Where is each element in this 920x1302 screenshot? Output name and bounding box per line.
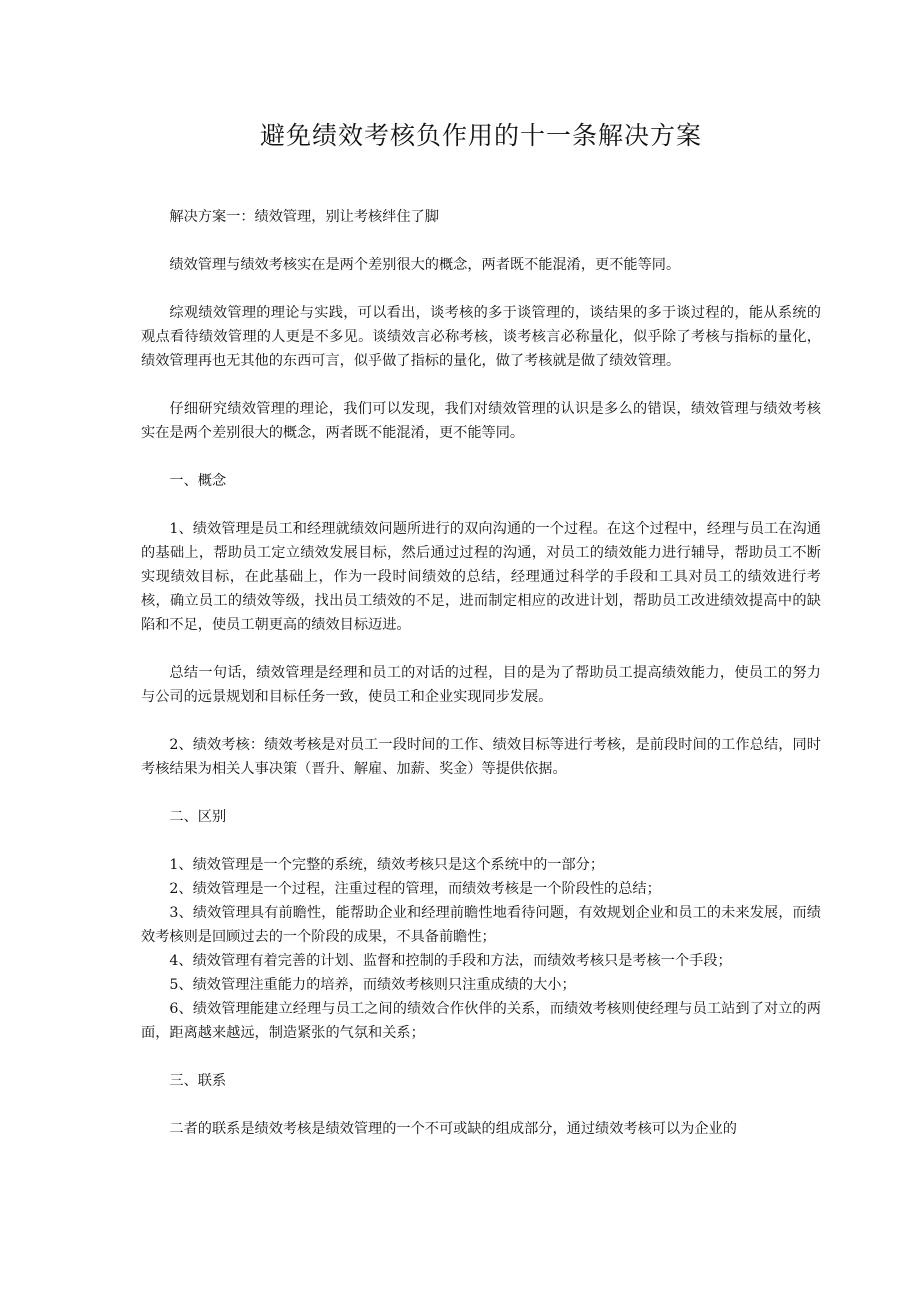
section-heading-concept: 一、概念: [169, 473, 227, 489]
concept-paragraph-1: 1、绩效管理是员工和经理就绩效问题所进行的双向沟通的一个过程。在这个过程中，经理与员工在沟通的基础上，帮助员工定立绩效发展目标，然后通过过程的沟通，对员工的绩效能力进行辅导，帮助员工不断实现绩效目标，在此基础上，作为一段时间绩效的总结，经理通过科学的手段和工具对员工的绩效进行考核，确立员工的绩效等级，找出员工绩效的不足，进而制定相应的改进计划，帮助员工改进绩效提高中的缺陷和不足，使员工朝更高的绩效目标迈进。: [141, 521, 821, 633]
section-heading-relation: 三、联系: [169, 1073, 227, 1089]
list-item: 2、绩效管理是一个过程，注重过程的管理，而绩效考核是一个阶段性的总结；: [169, 881, 661, 897]
overview-paragraph: 综观绩效管理的理论与实践，可以看出，谈考核的多于谈管理的，谈结果的多于谈过程的，能从系统的观点看待绩效管理的人更是不多见。谈绩效言必称考核，谈考核言必称量化，似乎除了考核与指标的量化，绩效管理再也无其他的东西可言，似乎做了指标的量化，做了考核就是做了绩效管理。: [141, 305, 821, 369]
solution-heading: 解决方案一：绩效管理，别让考核绊住了脚: [169, 209, 439, 225]
list-item: 1、绩效管理是一个完整的系统，绩效考核只是这个系统中的一部分；: [169, 857, 605, 873]
document-title: 避免绩效考核负作用的十一条解决方案: [259, 121, 702, 150]
list-item: 3、绩效管理具有前瞻性，能帮助企业和经理前瞻性地看待问题，有效规划企业和员工的未来发展，而绩效考核则是回顾过去的一个阶段的成果，不具备前瞻性；: [141, 905, 821, 945]
list-item: 5、绩效管理注重能力的培养，而绩效考核则只注重成绩的大小；: [169, 977, 576, 993]
analysis-paragraph: 仔细研究绩效管理的理论，我们可以发现，我们对绩效管理的认识是多么的错误，绩效管理与绩效考核实在是两个差别很大的概念，两者既不能混淆，更不能等同。: [141, 401, 821, 441]
intro-paragraph: 绩效管理与绩效考核实在是两个差别很大的概念，两者既不能混淆，更不能等同。: [169, 257, 681, 273]
relation-paragraph: 二者的联系是绩效考核是绩效管理的一个不可或缺的组成部分，通过绩效考核可以为企业的: [169, 1121, 737, 1137]
section-heading-difference: 二、区别: [169, 809, 227, 825]
difference-list: [141, 853, 821, 1045]
summary-paragraph: 总结一句话，绩效管理是经理和员工的对话的过程，目的是为了帮助员工提高绩效能力，使员工的努力与公司的远景规划和目标任务一致，使员工和企业实现同步发展。: [141, 665, 821, 705]
list-item: 6、绩效管理能建立经理与员工之间的绩效合作伙伴的关系，而绩效考核则使经理与员工站到了对立的两面，距离越来越远，制造紧张的气氛和关系；: [141, 1001, 821, 1041]
list-item: 4、绩效管理有着完善的计划、监督和控制的手段和方法，而绩效考核只是考核一个手段；: [169, 953, 732, 969]
concept-paragraph-2: 2、绩效考核：绩效考核是对员工一段时间的工作、绩效目标等进行考核，是前段时间的工作总结，同时考核结果为相关人事决策（晋升、解雇、加薪、奖金）等提供依据。: [141, 737, 821, 777]
document-body: [141, 205, 821, 1165]
